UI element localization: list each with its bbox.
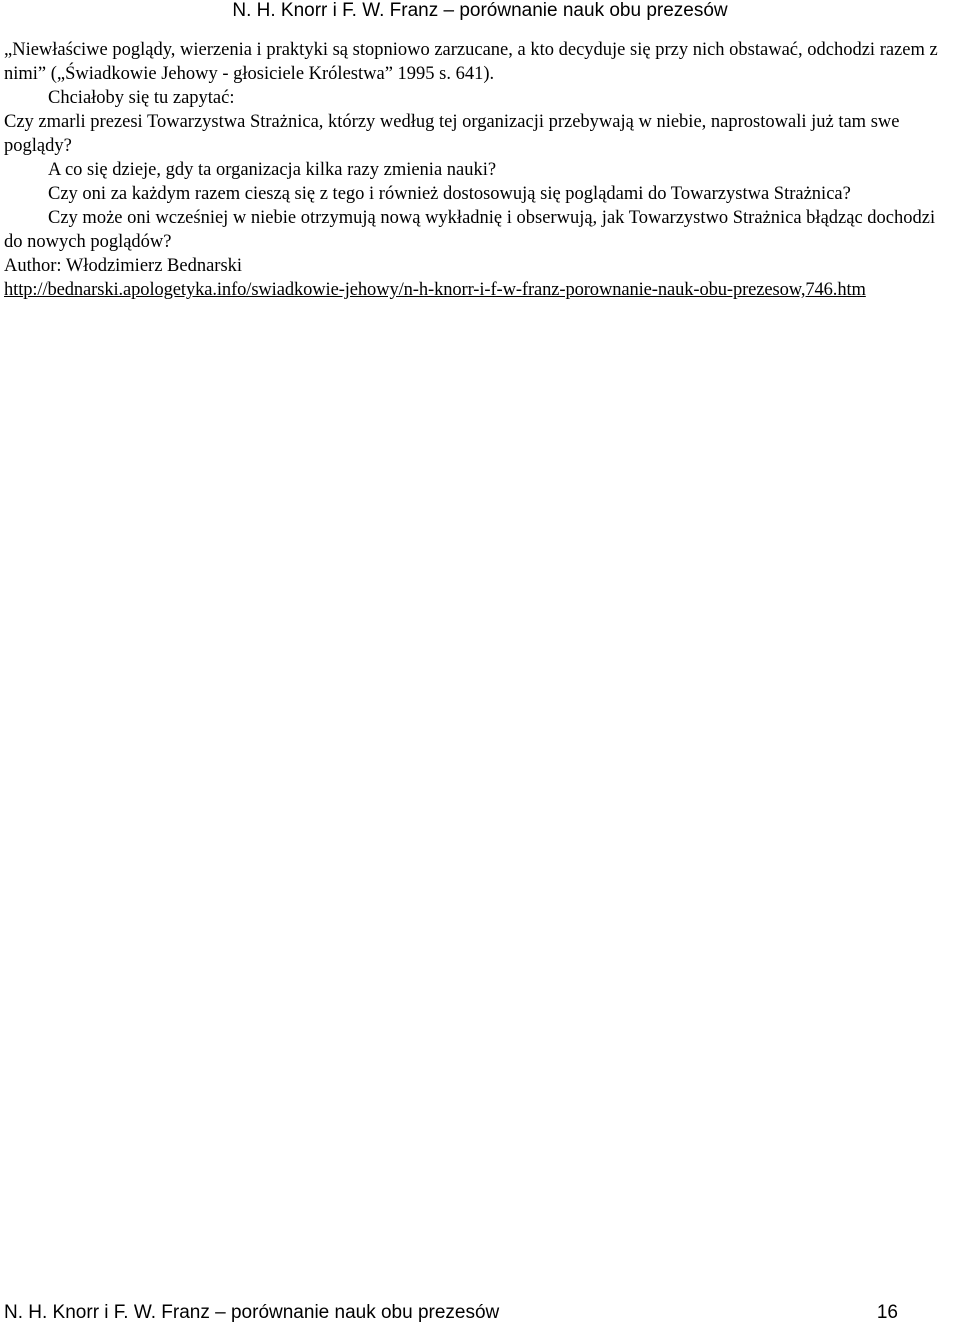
page-number: 16	[876, 1302, 898, 1323]
question-paragraph-3: Czy oni za każdym razem cieszą się z tego i również dostosowują się poglądami do Towarzystwa Strażnica?	[48, 184, 851, 204]
question-paragraph-1: Czy zmarli prezesi Towarzystwa Strażnica, którzy według tej organizacji przebywają w niebie, naprostowali już tam swe poglądy?	[4, 112, 900, 156]
ask-paragraph: Chciałoby się tu zapytać:	[48, 88, 235, 108]
header-title: N. H. Knorr i F. W. Franz – porównanie nauk obu prezesów	[232, 0, 728, 21]
page-header	[0, 0, 960, 22]
source-link[interactable]: http://bednarski.apologetyka.info/swiadkowie-jehowy/n-h-knorr-i-f-w-franz-porownanie-nauk-obu-prezesow,746.htm	[4, 280, 866, 300]
document-body	[4, 38, 958, 302]
quote-paragraph: „Niewłaściwe poglądy, wierzenia i praktyki są stopniowo zarzucane, a kto decyduje się przy nich obstawać, odchodzi razem z nimi” („Świadkowie Jehowy - głosiciele Królestwa” 1995 s. 641).	[4, 40, 938, 84]
author-line: Author: Włodzimierz Bednarski	[4, 256, 243, 276]
question-paragraph-4: Czy może oni wcześniej w niebie otrzymują nową wykładnię i obserwują, jak Towarzystwo Strażnica błądząc dochodzi do nowych poglądów?	[4, 208, 936, 252]
question-paragraph-2: A co się dzieje, gdy ta organizacja kilka razy zmienia nauki?	[48, 160, 497, 180]
footer-title: N. H. Knorr i F. W. Franz – porównanie nauk obu prezesów	[4, 1302, 500, 1323]
source-link-line	[4, 278, 958, 302]
